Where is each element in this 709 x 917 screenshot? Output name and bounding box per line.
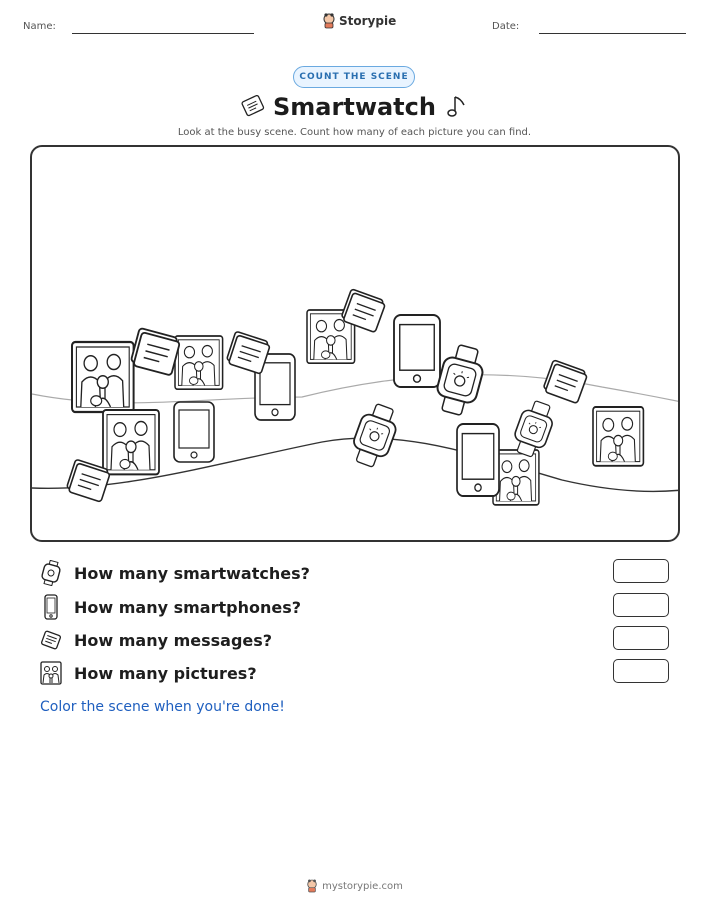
smartphone-icon <box>40 594 62 620</box>
brand-name: Storypie <box>339 14 397 28</box>
name-line[interactable] <box>72 33 254 34</box>
question-smartphones <box>40 592 680 622</box>
picture-icon <box>593 407 643 466</box>
question-text: How many smartphones? <box>74 597 302 617</box>
date-label: Date: <box>492 21 520 32</box>
site-url[interactable]: mystorypie.com <box>322 880 403 892</box>
storypie-mascot-icon <box>306 879 318 893</box>
music-note-icon <box>446 93 468 119</box>
question-smartwatches <box>40 558 680 588</box>
answer-box-smartwatches[interactable] <box>613 559 669 583</box>
picture-icon <box>103 410 159 474</box>
worksheet-type-badge: COUNT THE SCENE <box>293 66 415 88</box>
question-text: How many pictures? <box>74 663 257 683</box>
smartwatch-icon <box>347 401 402 471</box>
answer-box-smartphones[interactable] <box>613 593 669 617</box>
smartwatch-icon <box>40 560 62 586</box>
question-text: How many messages? <box>74 630 273 650</box>
picture-icon <box>493 450 539 505</box>
question-text: How many smartwatches? <box>74 563 310 583</box>
message-icon <box>130 328 181 376</box>
smartphone-icon <box>174 402 214 462</box>
picture-icon <box>175 336 223 389</box>
answer-box-pictures[interactable] <box>613 659 669 683</box>
question-messages <box>40 625 680 655</box>
page-title: Smartwatch <box>273 93 436 121</box>
name-label: Name: <box>23 21 56 32</box>
coloring-instruction: Color the scene when you're done! <box>40 699 285 715</box>
question-pictures <box>40 658 680 688</box>
date-line[interactable] <box>539 33 686 34</box>
answer-box-messages[interactable] <box>613 626 669 650</box>
smartphone-icon <box>457 424 499 496</box>
picture-icon <box>40 660 62 686</box>
message-icon <box>542 360 588 404</box>
message-icon <box>40 627 62 653</box>
smartphone-icon <box>394 315 440 387</box>
picture-icon <box>72 342 134 412</box>
busy-scene <box>30 145 680 542</box>
footer <box>0 879 709 893</box>
brand-logo <box>322 13 396 29</box>
storypie-mascot-icon <box>322 13 336 29</box>
instructions: Look at the busy scene. Count how many of each picture you can find. <box>177 127 532 138</box>
